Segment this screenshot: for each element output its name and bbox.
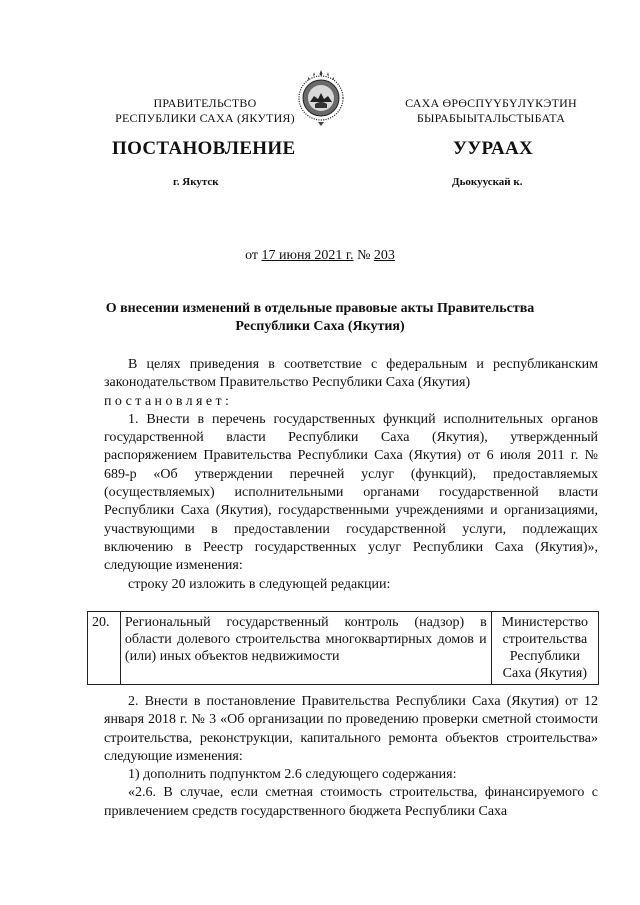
coat-of-arms-emblem-icon [296, 66, 346, 130]
title-line2: Республики Саха (Якутия) [235, 319, 405, 334]
table-row [88, 612, 599, 685]
header-right-line1: САХА ӨРӨСПҮҮБҮЛҮКЭТИН [405, 96, 577, 110]
table-cell-number: 20. [88, 612, 121, 685]
decree-number: 203 [373, 248, 395, 263]
paragraph-subitem-2-6: «2.6. В случае, если сметная стоимость строительства, финансируемого с привлечением средств государственного бюджета Республики Саха [104, 785, 598, 819]
city-ru: г. Якутск [173, 176, 219, 188]
document-title [100, 300, 540, 336]
header-left-line2: РЕСПУБЛИКИ САХА (ЯКУТИЯ) [115, 111, 295, 125]
header-right [386, 96, 596, 126]
paragraph-row-20-intro: строку 20 изложить в следующей редакции: [128, 576, 391, 592]
amendment-table [87, 611, 599, 685]
date-prefix: от [245, 248, 262, 263]
paragraph-item-1: 1. Внести в перечень государственных функций исполнительных органов государственной власти Республики Саха (Якутия), утвержденный распоряжением Правительства Республики Саха (Якутия) от 6 июля 2011 г. № 689-р «Об утверждении перечней услуг (функций), предоставляемых (осуществляемых) исполнительными органами государственной власти Республики Саха (Якутия), государственными учреждениями и организациями, участвующими в предоставлении государственной услуги, подлежащих включению в Реестр государственных услуг Республики Саха (Якутия)», следующие изменения: [104, 411, 598, 574]
table-cell-organization: Министерство строительства Республики Саха (Якутия) [491, 612, 598, 685]
number-prefix: № [353, 248, 374, 263]
decree-word: постановляет: [104, 393, 233, 409]
header-left [100, 96, 310, 126]
doc-type-sah: УУРААХ [453, 138, 534, 159]
paragraph-subitem-1: 1) дополнить подпунктом 2.6 следующего содержания: [128, 767, 457, 783]
header-left-line1: ПРАВИТЕЛЬСТВО [153, 96, 257, 110]
city-sah: Дьокуускай к. [452, 176, 523, 188]
header-right-line2: БЫРАБЫЫТАЛЬСТЫБАТА [416, 111, 566, 125]
paragraph-preamble: В целях приведения в соответствие с федеральным и республиканским законодательством Правительство Республики Саха (Якутия) [104, 357, 598, 391]
date-line [0, 247, 640, 264]
title-line1: О внесении изменений в отдельные правовые акты Правительства [105, 301, 535, 316]
table-cell-description: Региональный государственный контроль (надзор) в области долевого строительства многоквартирных домов и (или) иных объектов недвижимости [120, 612, 491, 685]
paragraph-item-2: 2. Внести в постановление Правительства Республики Саха (Якутия) от 12 января 2018 г. № 3 «Об организации по проведению проверки сметной стоимости строительства, реконструкции, капитального ремонта объектов строительства» следующие изменения: [104, 694, 598, 764]
decree-date: 17 июня 2021 г. [261, 248, 354, 263]
doc-type-ru: ПОСТАНОВЛЕНИЕ [112, 138, 296, 159]
body-text-bottom [104, 693, 598, 821]
body-text-top [104, 356, 598, 594]
